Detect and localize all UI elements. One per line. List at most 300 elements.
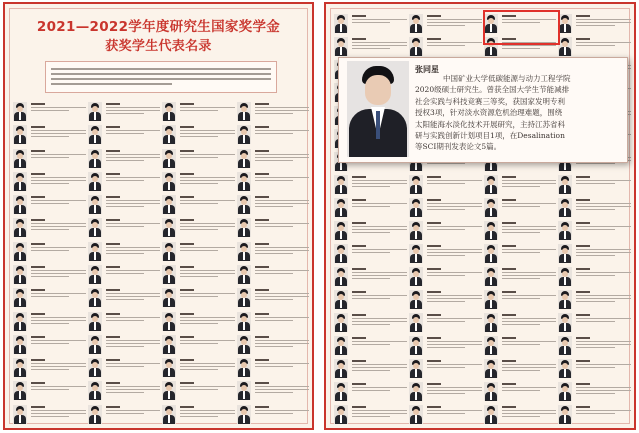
student-photo	[558, 267, 572, 286]
student-card	[237, 403, 310, 426]
student-photo	[88, 172, 102, 191]
student-card	[558, 311, 631, 334]
student-photo	[484, 290, 498, 309]
student-photo	[558, 290, 572, 309]
student-photo	[334, 14, 348, 33]
student-summary	[352, 405, 407, 419]
student-card	[484, 196, 557, 219]
student-summary	[180, 102, 235, 113]
student-photo	[484, 313, 498, 332]
student-card	[88, 216, 161, 239]
student-photo	[558, 359, 572, 378]
student-summary	[576, 221, 631, 232]
student-summary	[255, 149, 310, 163]
student-card	[162, 356, 235, 379]
student-photo	[162, 381, 176, 400]
student-card	[88, 193, 161, 216]
student-summary	[576, 267, 631, 278]
student-card	[409, 219, 482, 242]
student-card	[13, 240, 86, 263]
student-summary	[352, 221, 407, 235]
student-card	[13, 356, 86, 379]
student-card	[237, 263, 310, 286]
student-summary	[427, 198, 482, 212]
student-photo	[13, 405, 27, 424]
student-photo	[409, 313, 423, 332]
student-card	[558, 380, 631, 403]
student-photo	[88, 288, 102, 307]
student-photo	[237, 218, 251, 237]
student-photo	[88, 335, 102, 354]
student-photo	[484, 175, 498, 194]
student-photo	[88, 381, 102, 400]
student-summary	[31, 381, 86, 392]
student-card	[88, 356, 161, 379]
student-summary	[576, 14, 631, 28]
student-photo	[558, 382, 572, 401]
student-photo	[558, 175, 572, 194]
student-photo	[484, 359, 498, 378]
student-card	[237, 170, 310, 193]
student-summary	[106, 312, 161, 323]
student-summary	[31, 312, 86, 326]
student-summary	[255, 335, 310, 349]
student-photo	[484, 198, 498, 217]
student-summary	[255, 102, 310, 116]
student-card	[334, 334, 407, 357]
student-photo	[409, 37, 423, 56]
student-summary	[576, 336, 631, 350]
student-photo	[334, 37, 348, 56]
student-card	[409, 357, 482, 380]
student-photo	[88, 102, 102, 121]
student-card	[13, 403, 86, 426]
student-summary	[352, 198, 407, 209]
student-summary	[31, 149, 86, 160]
student-summary	[255, 358, 310, 369]
student-photo	[558, 244, 572, 263]
student-card	[13, 310, 86, 333]
student-summary	[427, 37, 482, 48]
student-summary	[576, 244, 631, 258]
student-photo	[237, 172, 251, 191]
student-summary	[31, 218, 86, 232]
student-bio-line: 太阳能海水淡化技术开展研究，主持江苏省科	[415, 119, 565, 129]
student-card	[162, 379, 235, 402]
student-summary	[502, 221, 557, 235]
student-photo	[162, 265, 176, 284]
student-card	[484, 242, 557, 265]
student-photo	[13, 218, 27, 237]
student-summary	[255, 265, 310, 276]
student-card	[162, 240, 235, 263]
student-photo	[558, 221, 572, 240]
student-card	[409, 196, 482, 219]
student-summary	[255, 312, 310, 323]
student-photo	[334, 221, 348, 240]
student-photo	[88, 405, 102, 424]
student-photo	[162, 218, 176, 237]
student-summary	[576, 313, 631, 324]
student-photo	[237, 265, 251, 284]
student-summary	[576, 405, 631, 416]
student-photo	[484, 336, 498, 355]
student-photo	[558, 313, 572, 332]
right-poster	[324, 2, 636, 430]
student-photo	[334, 244, 348, 263]
student-photo	[13, 149, 27, 168]
poster-title: 2021—2022学年度研究生国家奖学金	[36, 19, 281, 35]
student-card	[558, 242, 631, 265]
student-summary	[180, 381, 235, 392]
student-card	[409, 403, 482, 426]
student-photo	[409, 359, 423, 378]
student-summary	[502, 313, 557, 327]
student-card	[334, 357, 407, 380]
student-summary	[502, 175, 557, 189]
student-card	[409, 12, 482, 35]
student-card	[162, 403, 235, 426]
student-summary	[352, 382, 407, 393]
student-photo	[484, 221, 498, 240]
student-card	[334, 265, 407, 288]
student-summary	[427, 14, 482, 28]
student-summary	[106, 125, 161, 136]
student-photo	[13, 125, 27, 144]
student-photo	[409, 175, 423, 194]
student-photo	[237, 381, 251, 400]
student-photo	[88, 242, 102, 261]
student-card	[88, 147, 161, 170]
student-photo	[334, 405, 348, 424]
student-photo	[88, 195, 102, 214]
student-summary	[31, 265, 86, 279]
student-summary	[427, 244, 482, 258]
student-photo	[13, 195, 27, 214]
student-summary	[31, 102, 86, 113]
student-summary	[352, 267, 407, 281]
student-photo	[558, 14, 572, 33]
student-card	[237, 379, 310, 402]
student-summary	[106, 405, 161, 416]
student-card	[88, 123, 161, 146]
student-summary	[427, 405, 482, 416]
student-photo	[237, 125, 251, 144]
student-summary	[352, 359, 407, 373]
student-summary	[502, 405, 557, 419]
student-photo	[558, 198, 572, 217]
student-card	[162, 216, 235, 239]
student-photo	[334, 336, 348, 355]
student-photo	[162, 195, 176, 214]
student-name: 张同星	[415, 64, 439, 74]
student-card	[484, 334, 557, 357]
student-card	[237, 100, 310, 123]
student-card	[558, 403, 631, 426]
student-card	[558, 173, 631, 196]
student-card	[334, 196, 407, 219]
student-card	[334, 35, 407, 58]
student-summary	[255, 242, 310, 256]
student-photo	[237, 288, 251, 307]
student-photo	[237, 102, 251, 121]
student-photo	[334, 313, 348, 332]
student-summary	[180, 265, 235, 279]
student-summary	[180, 335, 235, 346]
student-photo	[237, 335, 251, 354]
student-card	[484, 288, 557, 311]
student-card	[162, 263, 235, 286]
student-summary	[576, 37, 631, 48]
student-card	[484, 403, 557, 426]
student-summary	[31, 335, 86, 346]
student-photo	[334, 359, 348, 378]
student-card	[558, 12, 631, 35]
student-card	[237, 286, 310, 309]
student-card	[13, 333, 86, 356]
student-card	[334, 288, 407, 311]
student-card	[334, 380, 407, 403]
student-summary	[180, 405, 235, 419]
student-card	[162, 123, 235, 146]
student-photo	[409, 198, 423, 217]
student-photo	[88, 265, 102, 284]
student-summary	[502, 267, 557, 281]
student-card	[558, 334, 631, 357]
student-card	[237, 356, 310, 379]
student-photo	[334, 290, 348, 309]
student-summary	[502, 198, 557, 209]
student-card	[88, 379, 161, 402]
student-card	[558, 196, 631, 219]
student-card	[334, 219, 407, 242]
student-summary	[106, 381, 161, 395]
student-card	[162, 333, 235, 356]
student-card	[484, 173, 557, 196]
student-photo	[409, 405, 423, 424]
student-card	[334, 242, 407, 265]
student-photo	[13, 172, 27, 191]
student-photo	[409, 221, 423, 240]
student-photo	[409, 382, 423, 401]
student-card	[13, 100, 86, 123]
student-summary	[576, 359, 631, 370]
student-summary	[31, 195, 86, 206]
student-summary	[106, 102, 161, 116]
student-summary	[352, 37, 407, 51]
student-summary	[31, 125, 86, 139]
student-summary	[255, 172, 310, 183]
student-summary	[255, 125, 310, 136]
student-summary	[255, 288, 310, 302]
student-photo	[237, 195, 251, 214]
student-card	[162, 100, 235, 123]
student-card	[558, 35, 631, 58]
poster-subtitle: 获奖学生代表名录	[105, 39, 212, 54]
student-summary	[31, 288, 86, 299]
student-summary	[106, 242, 161, 256]
student-summary	[31, 172, 86, 186]
student-photo	[237, 242, 251, 261]
student-photo	[237, 312, 251, 331]
student-card	[13, 170, 86, 193]
student-photo	[558, 37, 572, 56]
student-summary	[180, 195, 235, 206]
student-card	[237, 193, 310, 216]
student-card	[88, 310, 161, 333]
student-card	[484, 265, 557, 288]
student-bio-line: 社会实践与科技竞赛三等奖，获国家发明专利	[415, 96, 565, 106]
student-summary	[255, 195, 310, 209]
student-card	[237, 123, 310, 146]
student-card	[237, 240, 310, 263]
student-card	[334, 173, 407, 196]
student-photo	[334, 382, 348, 401]
student-card	[162, 310, 235, 333]
student-card	[409, 334, 482, 357]
student-card	[13, 216, 86, 239]
student-card	[484, 357, 557, 380]
student-card	[409, 173, 482, 196]
student-photo	[558, 405, 572, 424]
student-card	[88, 170, 161, 193]
student-portrait	[347, 61, 409, 157]
student-card	[13, 263, 86, 286]
student-card	[13, 379, 86, 402]
student-profile-popup	[338, 57, 628, 163]
student-photo	[88, 218, 102, 237]
student-photo	[409, 290, 423, 309]
student-summary	[427, 336, 482, 350]
student-bio-line: 2020级硕士研究生。曾获全国大学生节能减排	[415, 85, 570, 95]
student-summary	[427, 175, 482, 186]
student-summary	[31, 358, 86, 372]
student-summary	[180, 312, 235, 326]
student-card	[13, 286, 86, 309]
student-summary	[427, 382, 482, 396]
student-photo	[484, 382, 498, 401]
student-summary	[180, 125, 235, 139]
student-summary	[180, 149, 235, 160]
student-summary	[427, 290, 482, 304]
student-photo	[162, 242, 176, 261]
student-photo	[409, 244, 423, 263]
student-summary	[106, 265, 161, 276]
student-summary	[180, 242, 235, 253]
student-card	[334, 12, 407, 35]
student-summary	[180, 172, 235, 186]
student-photo	[162, 102, 176, 121]
student-summary	[352, 336, 407, 347]
student-photo	[13, 288, 27, 307]
student-photo	[484, 267, 498, 286]
student-photo	[237, 405, 251, 424]
student-photo	[409, 267, 423, 286]
student-card	[162, 147, 235, 170]
student-photo	[162, 149, 176, 168]
student-summary	[255, 218, 310, 229]
student-card	[162, 193, 235, 216]
student-summary	[31, 242, 86, 253]
student-photo	[13, 265, 27, 284]
student-card	[13, 123, 86, 146]
student-summary	[352, 14, 407, 25]
student-photo	[13, 312, 27, 331]
student-summary	[255, 381, 310, 395]
student-photo	[88, 149, 102, 168]
student-photo	[334, 267, 348, 286]
student-photo	[13, 381, 27, 400]
student-card	[13, 193, 86, 216]
student-photo	[409, 14, 423, 33]
student-card	[409, 311, 482, 334]
student-card	[162, 286, 235, 309]
student-photo	[13, 335, 27, 354]
student-photo	[558, 336, 572, 355]
student-summary	[180, 218, 235, 232]
student-summary	[502, 244, 557, 255]
student-card	[558, 288, 631, 311]
student-summary	[106, 149, 161, 163]
student-card	[558, 219, 631, 242]
intro-text-box	[45, 61, 277, 93]
student-card	[334, 311, 407, 334]
student-photo	[162, 358, 176, 377]
student-photo	[162, 288, 176, 307]
student-card	[88, 286, 161, 309]
student-bio-line: 中国矿业大学低碳能源与动力工程学院	[443, 74, 571, 83]
student-summary	[180, 358, 235, 372]
student-card	[334, 403, 407, 426]
student-summary	[502, 359, 557, 373]
student-card	[409, 35, 482, 58]
student-summary	[352, 290, 407, 301]
student-summary	[352, 175, 407, 189]
student-summary	[502, 290, 557, 301]
student-card	[409, 380, 482, 403]
student-summary	[106, 335, 161, 349]
student-photo	[334, 198, 348, 217]
student-card	[484, 380, 557, 403]
student-card	[88, 403, 161, 426]
student-bio-line: 授权3项，针对淡水资源危机治理难题，围绕	[415, 108, 563, 118]
student-summary	[427, 221, 482, 232]
student-summary	[106, 288, 161, 302]
student-photo	[237, 149, 251, 168]
student-photo	[13, 102, 27, 121]
student-card	[484, 311, 557, 334]
student-card	[88, 333, 161, 356]
student-photo	[237, 358, 251, 377]
student-card	[409, 265, 482, 288]
student-summary	[106, 358, 161, 369]
student-summary	[502, 336, 557, 347]
student-card	[162, 170, 235, 193]
highlighted-student-box	[483, 10, 560, 45]
student-photo	[162, 125, 176, 144]
student-photo	[162, 312, 176, 331]
student-summary	[255, 405, 310, 416]
student-summary	[106, 172, 161, 183]
student-photo	[13, 358, 27, 377]
student-card	[558, 265, 631, 288]
student-bio	[415, 73, 625, 153]
student-photo	[162, 405, 176, 424]
student-summary	[576, 175, 631, 186]
student-summary	[576, 290, 631, 304]
student-summary	[31, 405, 86, 419]
student-card	[409, 242, 482, 265]
